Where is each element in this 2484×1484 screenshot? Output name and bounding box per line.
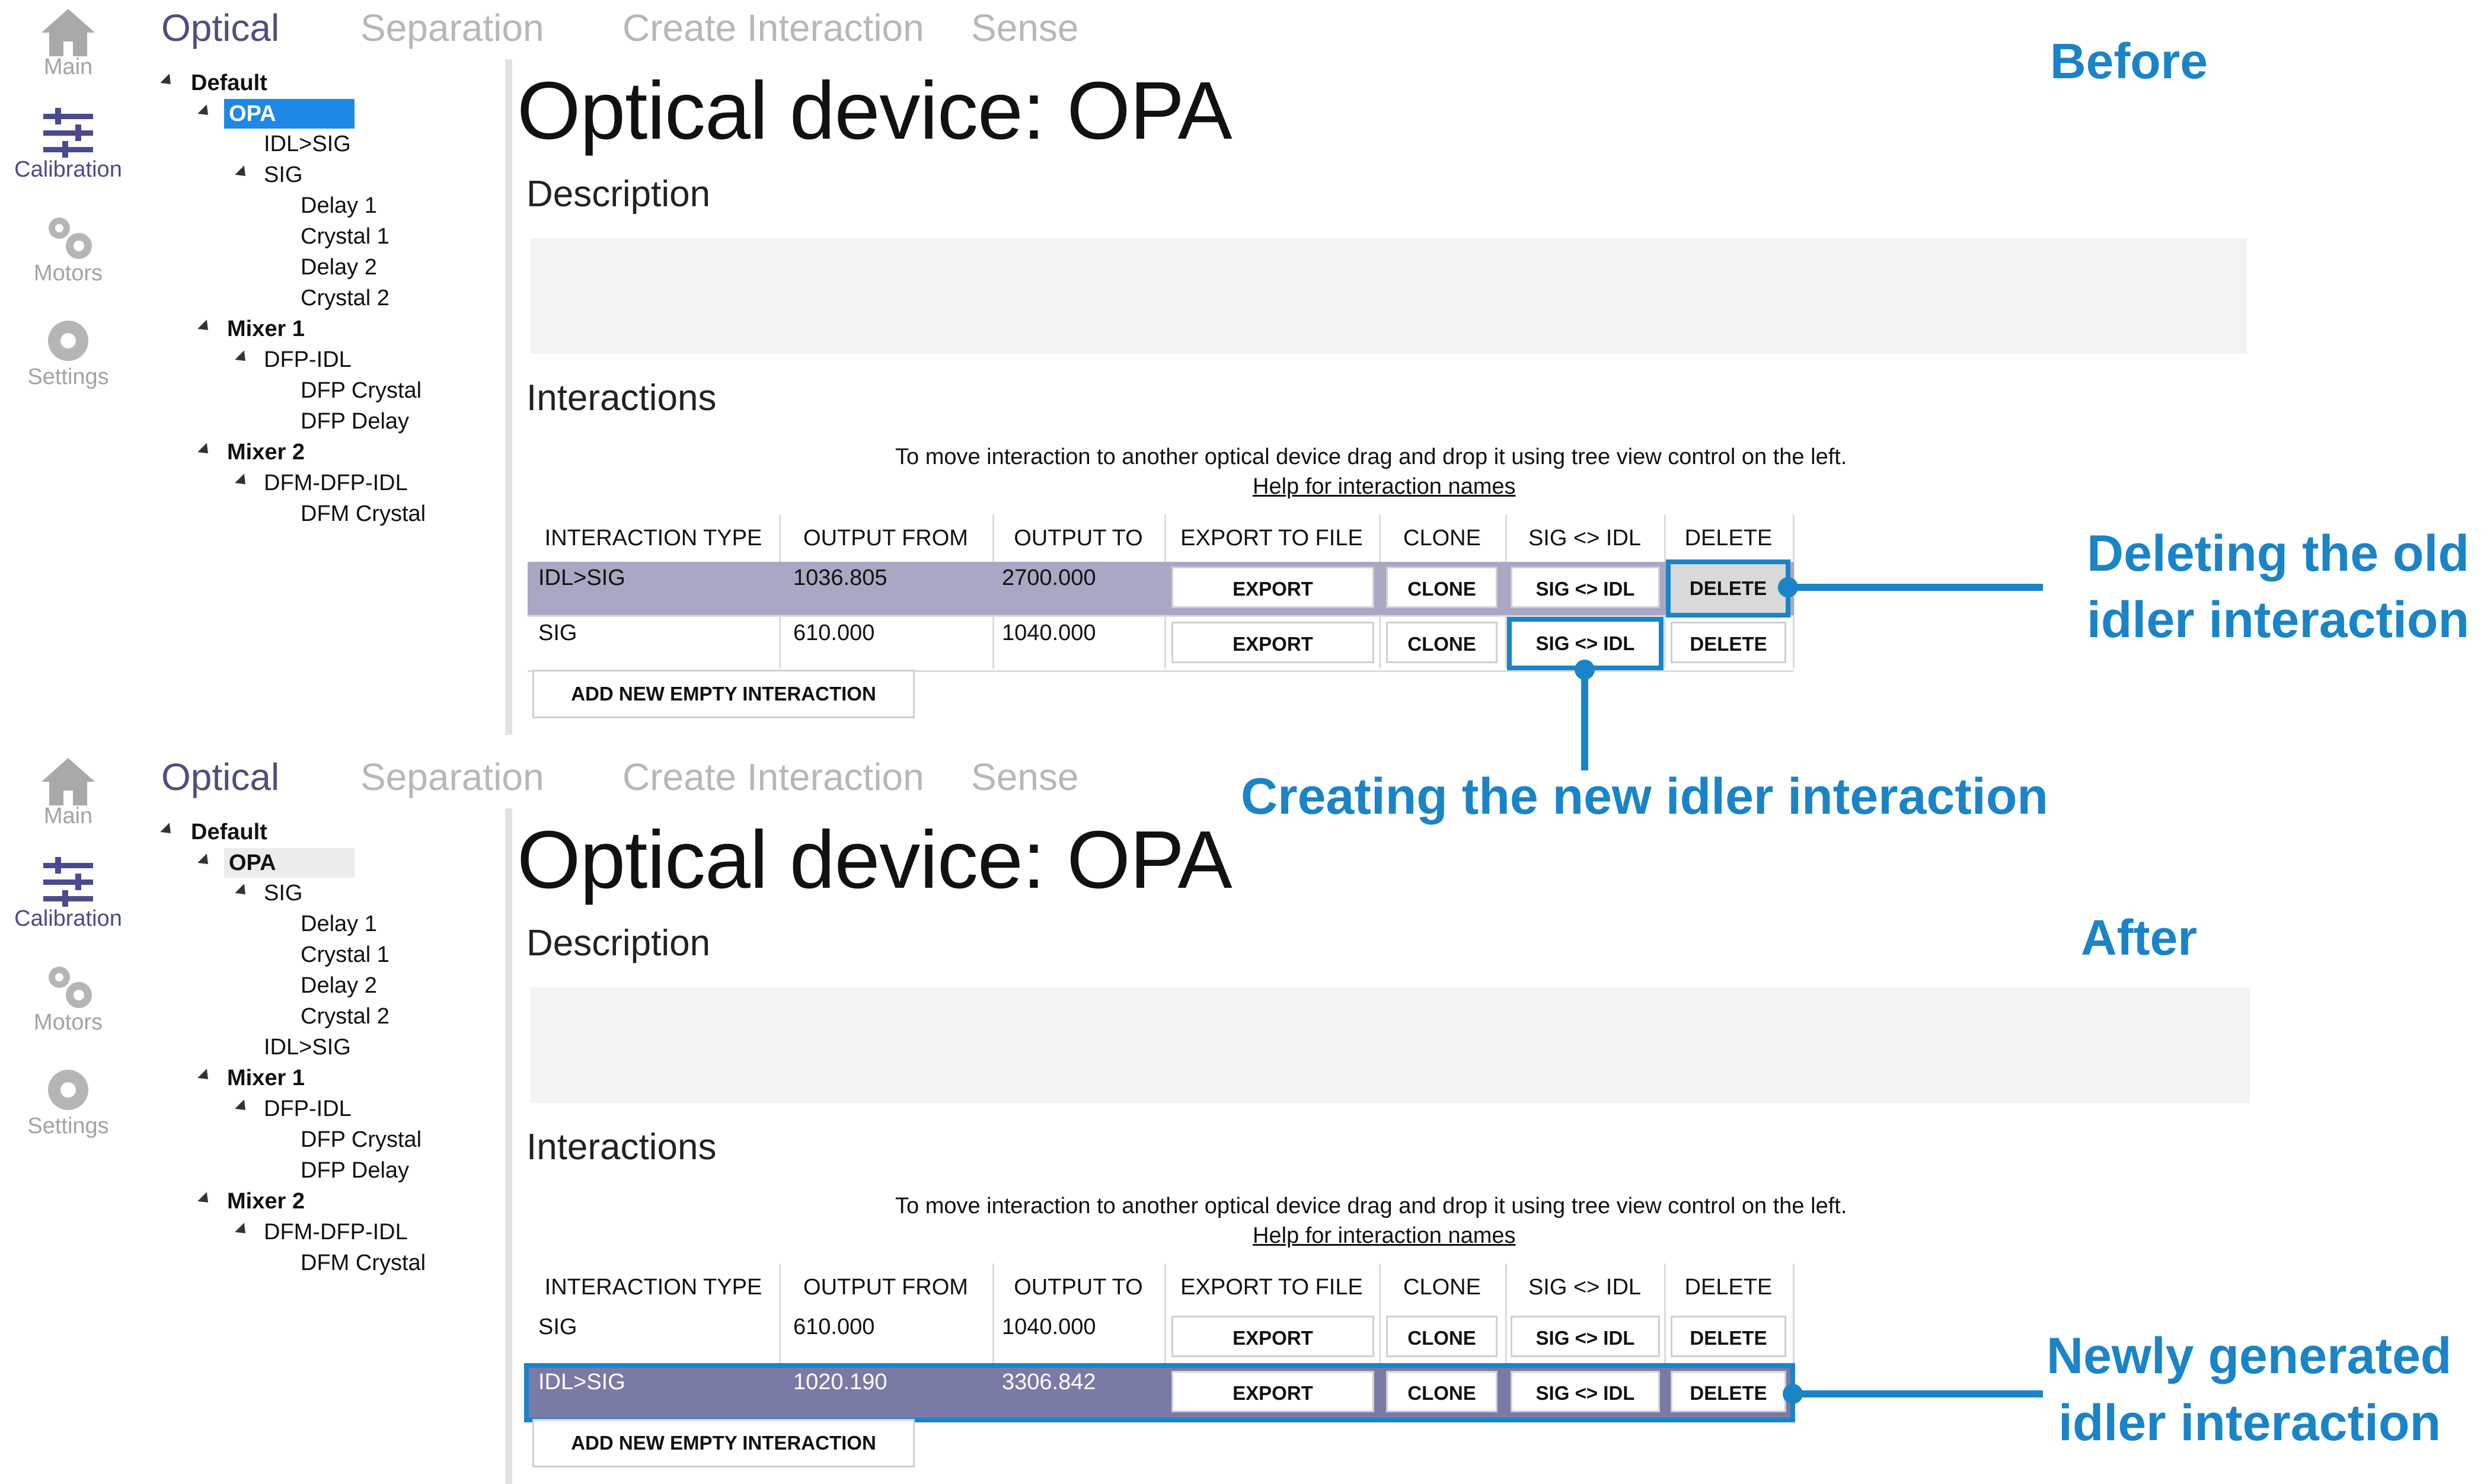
help-link[interactable]: Help for interaction names (1253, 474, 1516, 499)
tree-node-dfm-crystal[interactable]: DFM Crystal (301, 501, 426, 526)
tab-create-interaction[interactable]: Create Interaction (622, 756, 924, 798)
col-header-export: EXPORT TO FILE (1180, 1275, 1363, 1300)
gears-icon (39, 210, 98, 264)
tree-node-crystal2[interactable]: Crystal 2 (301, 1004, 389, 1029)
tree-collapse-icon[interactable] (235, 1099, 250, 1114)
tree-node-delay1[interactable]: Delay 1 (301, 193, 377, 218)
swap-sig-idl-button[interactable]: SIG <> IDL (1511, 1371, 1660, 1412)
tree-node-idl-sig[interactable]: IDL>SIG (264, 1035, 351, 1060)
tab-sense[interactable]: Sense (971, 756, 1079, 798)
delete-button[interactable]: DELETE (1671, 622, 1786, 663)
table-row[interactable] (528, 617, 1794, 672)
cell-type: IDL>SIG (538, 1370, 625, 1395)
cell-output-to: 3306.842 (1002, 1370, 1096, 1395)
tree-node-delay1[interactable]: Delay 1 (301, 911, 377, 936)
tree-node-dfp-idl[interactable]: DFP-IDL (264, 1096, 352, 1121)
rail-settings-label: Settings (27, 1114, 109, 1138)
table-row[interactable] (528, 1311, 1794, 1366)
cell-output-from: 1036.805 (793, 565, 887, 590)
tree-node-default[interactable]: Default (191, 71, 267, 95)
tree-node-opa[interactable]: OPA (224, 99, 355, 129)
tree-node-delay2[interactable]: Delay 2 (301, 973, 377, 998)
home-icon (39, 6, 98, 59)
add-new-interaction-button[interactable]: ADD NEW EMPTY INTERACTION (532, 1419, 915, 1467)
tree-collapse-icon[interactable] (197, 853, 212, 868)
col-header-clone: CLONE (1403, 1275, 1481, 1300)
drag-hint: To move interaction to another optical device drag and drop it using tree view control on the left. (895, 1194, 1847, 1218)
tree-node-crystal2[interactable]: Crystal 2 (301, 286, 389, 311)
device-heading: Optical device: OPA (517, 65, 1232, 156)
tree-node-delay2[interactable]: Delay 2 (301, 255, 377, 280)
col-header-output-to[interactable]: OUTPUT TO (1014, 1275, 1143, 1300)
help-link[interactable]: Help for interaction names (1253, 1223, 1516, 1248)
before-panel (0, 0, 2470, 735)
home-icon (39, 755, 98, 808)
creating-annotation: Creating the new idler interaction (1241, 768, 2048, 825)
tree-node-crystal1[interactable]: Crystal 1 (301, 942, 389, 967)
description-label: Description (526, 174, 711, 215)
cell-type: SIG (538, 1315, 577, 1339)
clone-button[interactable]: CLONE (1386, 1371, 1498, 1412)
tree-collapse-icon[interactable] (160, 73, 175, 88)
cell-output-from: 1020.190 (793, 1370, 887, 1395)
col-header-swap: SIG <> IDL (1528, 1275, 1642, 1300)
splitter[interactable] (505, 59, 512, 735)
export-button[interactable]: EXPORT (1171, 567, 1374, 608)
delete-button[interactable]: DELETE (1671, 1316, 1786, 1357)
tree-collapse-icon[interactable] (235, 884, 250, 898)
col-header-delete: DELETE (1684, 1275, 1773, 1300)
before-label: Before (2050, 33, 2208, 89)
cell-type: SIG (538, 621, 577, 645)
tree-node-opa[interactable]: OPA (224, 848, 355, 878)
sliders-icon (39, 107, 98, 160)
tree-collapse-icon[interactable] (197, 319, 212, 334)
tree-node-dfp-idl[interactable]: DFP-IDL (264, 347, 352, 372)
cell-output-to: 1040.000 (1002, 1315, 1096, 1339)
tree-node-dfp-crystal[interactable]: DFP Crystal (301, 378, 422, 403)
swap-sig-idl-button[interactable]: SIG <> IDL (1511, 567, 1660, 608)
swap-sig-idl-button[interactable]: SIG <> IDL (1507, 617, 1664, 670)
tree-node-mixer1[interactable]: Mixer 1 (227, 1066, 305, 1090)
tree-node-mixer2[interactable]: Mixer 2 (227, 1189, 305, 1214)
rail-settings-label: Settings (27, 364, 109, 389)
tab-separation[interactable]: Separation (360, 7, 544, 49)
annotation-line (1788, 584, 2043, 591)
annotation-line (1790, 1390, 2043, 1397)
cell-output-from: 610.000 (793, 621, 875, 645)
tree-node-dfm-dfp-idl[interactable]: DFM-DFP-IDL (264, 1220, 408, 1245)
col-header-output-to[interactable]: OUTPUT TO (1014, 526, 1143, 551)
gear-icon (39, 314, 98, 367)
description-label: Description (526, 923, 711, 964)
tree-node-crystal1[interactable]: Crystal 1 (301, 224, 389, 249)
cell-output-to: 2700.000 (1002, 565, 1096, 590)
col-header-type[interactable]: INTERACTION TYPE (544, 1275, 762, 1300)
col-header-export: EXPORT TO FILE (1180, 526, 1363, 551)
device-heading: Optical device: OPA (517, 814, 1232, 906)
rail-calibration-label: Calibration (14, 906, 122, 931)
tree-node-mixer2[interactable]: Mixer 2 (227, 440, 305, 465)
clone-button[interactable]: CLONE (1386, 622, 1498, 663)
col-header-output-from[interactable]: OUTPUT FROM (803, 1275, 968, 1300)
description-field[interactable] (531, 238, 2247, 354)
gears-icon (39, 960, 98, 1013)
export-button[interactable]: EXPORT (1171, 1371, 1374, 1412)
interactions-label: Interactions (526, 1127, 717, 1168)
tree-node-idl-sig[interactable]: IDL>SIG (264, 132, 351, 156)
tree-node-dfm-dfp-idl[interactable]: DFM-DFP-IDL (264, 471, 408, 495)
drag-hint: To move interaction to another optical device drag and drop it using tree view control on the left. (895, 444, 1847, 469)
after-label: After (2081, 910, 2198, 965)
tab-create-interaction[interactable]: Create Interaction (622, 7, 924, 49)
tab-separation[interactable]: Separation (360, 756, 544, 798)
tab-optical[interactable]: Optical (161, 756, 280, 798)
rail-calibration-label: Calibration (14, 157, 122, 182)
interactions-label: Interactions (526, 378, 717, 418)
tree-node-dfp-crystal[interactable]: DFP Crystal (301, 1127, 422, 1152)
tree-node-dfp-delay[interactable]: DFP Delay (301, 409, 410, 434)
tree-node-dfm-crystal[interactable]: DFM Crystal (301, 1250, 426, 1275)
table-row[interactable] (528, 562, 1794, 617)
col-header-clone: CLONE (1403, 526, 1481, 551)
description-field[interactable] (531, 987, 2250, 1103)
rail-main-label: Main (43, 804, 93, 829)
tree-collapse-icon[interactable] (235, 165, 250, 180)
tree-collapse-icon[interactable] (235, 474, 250, 488)
gear-icon (39, 1063, 98, 1117)
add-new-interaction-button[interactable]: ADD NEW EMPTY INTERACTION (532, 670, 915, 718)
export-button[interactable]: EXPORT (1171, 622, 1374, 663)
col-header-type[interactable]: INTERACTION TYPE (544, 526, 762, 551)
rail-main-label: Main (43, 55, 93, 79)
tree-collapse-icon[interactable] (235, 1223, 250, 1237)
tab-optical[interactable]: Optical (161, 7, 280, 49)
cell-output-to: 1040.000 (1002, 621, 1096, 645)
tab-sense[interactable]: Sense (971, 7, 1079, 49)
newly-annotation-line1: Newly generated (2046, 1328, 2452, 1384)
clone-button[interactable]: CLONE (1386, 567, 1498, 608)
tree-node-sig[interactable]: SIG (264, 881, 303, 906)
tree-node-mixer1[interactable]: Mixer 1 (227, 316, 305, 341)
col-header-output-from[interactable]: OUTPUT FROM (803, 526, 968, 551)
swap-sig-idl-button[interactable]: SIG <> IDL (1511, 1316, 1660, 1357)
tree-collapse-icon[interactable] (197, 443, 212, 458)
after-panel (0, 749, 2452, 1484)
clone-button[interactable]: CLONE (1386, 1316, 1498, 1357)
sliders-icon (39, 856, 98, 909)
rail-motors-label: Motors (33, 261, 103, 286)
tree-collapse-icon[interactable] (197, 1192, 212, 1207)
highlight-outline (524, 1363, 1795, 1422)
export-button[interactable]: EXPORT (1171, 1316, 1374, 1357)
tree-collapse-icon[interactable] (197, 104, 212, 119)
tree-collapse-icon[interactable] (160, 823, 175, 837)
delete-button[interactable]: DELETE (1671, 1371, 1786, 1412)
splitter[interactable] (505, 808, 512, 1484)
col-header-delete: DELETE (1684, 526, 1773, 551)
cell-output-from: 610.000 (793, 1315, 875, 1339)
newly-annotation-line2: idler interaction (2058, 1395, 2441, 1451)
deleting-annotation-line1: Deleting the old (2087, 525, 2469, 582)
tree-collapse-icon[interactable] (235, 350, 250, 365)
deleting-annotation-line2: idler interaction (2087, 591, 2470, 648)
tree-collapse-icon[interactable] (197, 1069, 212, 1083)
delete-button[interactable]: DELETE (1666, 559, 1790, 618)
cell-type: IDL>SIG (538, 565, 625, 590)
tree-node-dfp-delay[interactable]: DFP Delay (301, 1158, 410, 1183)
tree-node-sig[interactable]: SIG (264, 162, 303, 187)
col-header-swap: SIG <> IDL (1528, 526, 1642, 551)
tree-node-default[interactable]: Default (191, 820, 267, 845)
rail-motors-label: Motors (33, 1010, 103, 1035)
